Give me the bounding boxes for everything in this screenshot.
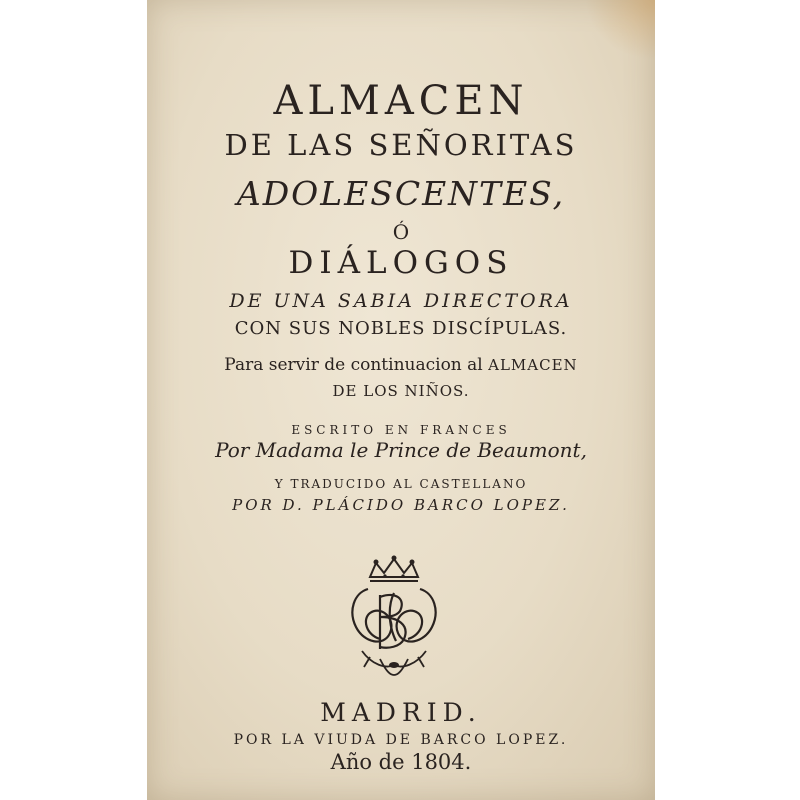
title-line-1: ALMACEN (273, 78, 529, 124)
author-line: Por Madama le Prince de Beaumont, (215, 438, 587, 462)
title-line-3: ADOLESCENTES, (236, 174, 566, 213)
purpose-line-2: DE LOS NIÑOS. (332, 382, 470, 400)
purpose-line-1-start: Para servir de continuacion al (224, 355, 483, 375)
translator-line: POR D. PLÁCIDO BARCO LOPEZ. (232, 496, 570, 514)
book-title-page (147, 0, 655, 800)
paper-stain (585, 0, 655, 60)
title-line-2: DE LAS SEÑORITAS (224, 128, 578, 162)
imprint-place: MADRID. (320, 698, 482, 727)
subtitle-line-2: CON SUS NOBLES DISCÍPULAS. (234, 318, 568, 339)
purpose-line-1 (147, 355, 655, 375)
imprint-printer: POR LA VIUDA DE BARCO LOPEZ. (233, 732, 569, 748)
title-line-4: Ó (392, 220, 410, 244)
title-line-5: DIÁLOGOS (288, 245, 514, 281)
imprint-year: Año de 1804. (330, 750, 472, 774)
written-label: ESCRITO EN FRANCES (291, 423, 511, 437)
crowned-monogram-icon (340, 555, 448, 680)
translated-label: Y TRADUCIDO AL CASTELLANO (274, 477, 528, 491)
purpose-line-1-end: ALMACEN (488, 356, 578, 374)
subtitle-line-1: DE UNA SABIA DIRECTORA (229, 290, 573, 312)
